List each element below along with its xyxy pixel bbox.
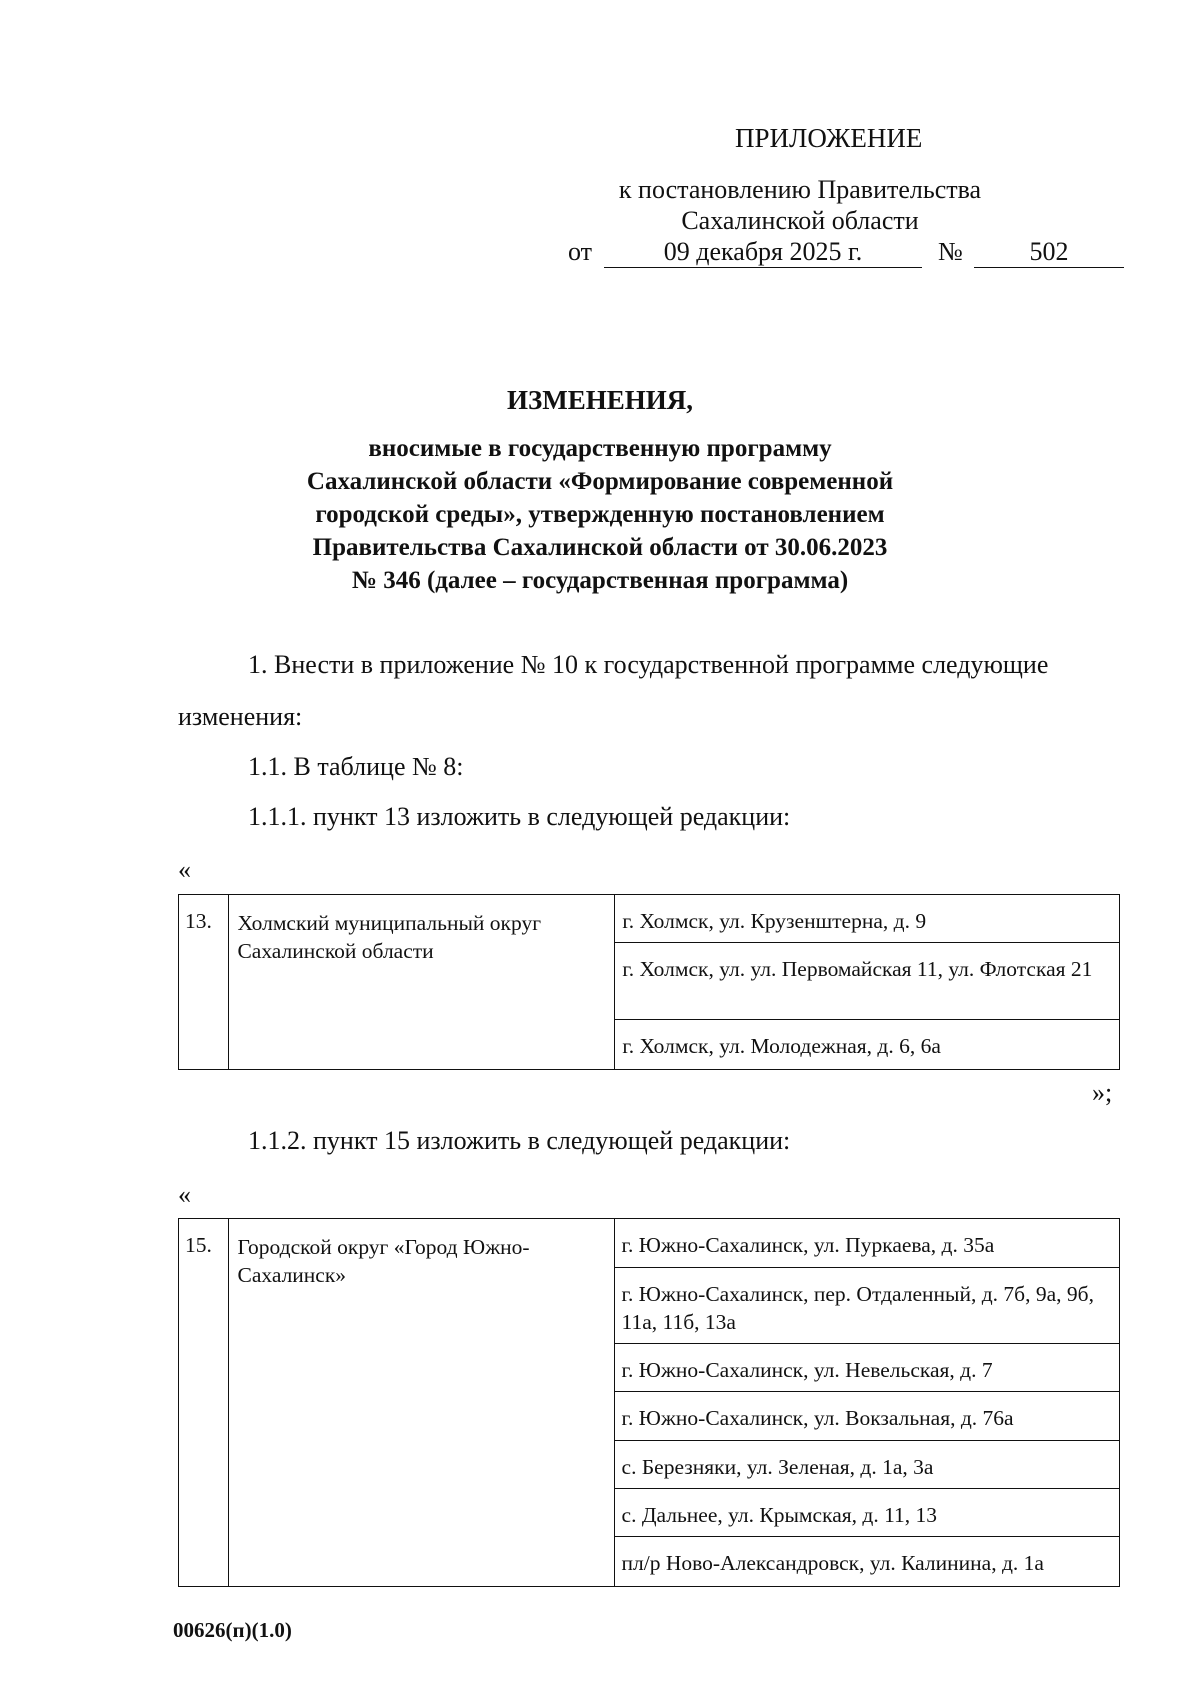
quote-close: »; [1092, 1078, 1113, 1107]
annex-number: 502 [974, 237, 1124, 268]
row-number: 15. [179, 1219, 229, 1587]
subheading-line: городской среды», утвержденную постановлением [315, 501, 885, 528]
address-cell: г. Южно-Сахалинск, ул. Пуркаева, д. 35а [614, 1219, 1119, 1268]
address-cell: г. Холмск, ул. ул. Первомайская 11, ул. Флотская 21 [615, 943, 1120, 1020]
quote-open: « [178, 1180, 191, 1209]
amendment-table-15 [178, 1218, 1120, 1587]
document-footer-code: 00626(п)(1.0) [173, 1618, 292, 1642]
address-cell: г. Холмск, ул. Крузенштерна, д. 9 [615, 895, 1120, 943]
annex-date-line [568, 237, 1128, 277]
amendment-table-13 [178, 894, 1120, 1070]
address-cell: г. Холмск, ул. Молодежная, д. 6, 6а [615, 1020, 1120, 1070]
subheading-line: Правительства Сахалинской области от 30.06.2023 [312, 534, 888, 561]
annex-line-1: к постановлению Правительства [618, 175, 982, 204]
annex-line-2: Сахалинской области [681, 206, 919, 235]
paragraph-1-1-1: 1.1.1. пункт 13 изложить в следующей редакции: [248, 802, 791, 831]
quote-open: « [178, 855, 191, 884]
annex-date: 09 декабря 2025 г. [604, 237, 922, 268]
subheading-line: вносимые в государственную программу [368, 435, 832, 462]
table-row [179, 1219, 1120, 1268]
table-row [179, 895, 1120, 943]
municipality-name: Городской округ «Город Южно-Сахалинск» [229, 1219, 614, 1587]
address-cell: с. Березняки, ул. Зеленая, д. 1а, 3а [614, 1441, 1119, 1489]
address-cell: г. Южно-Сахалинск, ул. Невельская, д. 7 [614, 1344, 1119, 1392]
paragraph-1-continued: изменения: [178, 702, 303, 731]
row-number: 13. [179, 895, 229, 1070]
number-sign: № [938, 237, 963, 266]
municipality-name: Холмский муниципальный округ Сахалинской области [229, 895, 615, 1070]
subheading-line: № 346 (далее – государственная программа) [351, 567, 849, 594]
subheading-line: Сахалинской области «Формирование современной [306, 468, 894, 495]
address-cell: пл/р Ново-Александровск, ул. Калинина, д. 1а [614, 1537, 1119, 1587]
paragraph-1-1-2: 1.1.2. пункт 15 изложить в следующей редакции: [248, 1126, 791, 1155]
document-subheading [240, 432, 960, 597]
date-prefix: от [568, 237, 593, 266]
address-cell: г. Южно-Сахалинск, ул. Вокзальная, д. 76а [614, 1392, 1119, 1441]
paragraph-1-1: 1.1. В таблице № 8: [248, 752, 464, 781]
address-cell: г. Южно-Сахалинск, пер. Отдаленный, д. 7б, 9а, 9б, 11а, 11б, 13а [614, 1268, 1119, 1344]
address-cell: с. Дальнее, ул. Крымская, д. 11, 13 [614, 1489, 1119, 1537]
annex-title: ПРИЛОЖЕНИЕ [735, 123, 923, 153]
document-heading: ИЗМЕНЕНИЯ, [506, 385, 693, 415]
paragraph-1: 1. Внести в приложение № 10 к государственной программе следующие [248, 650, 1049, 679]
